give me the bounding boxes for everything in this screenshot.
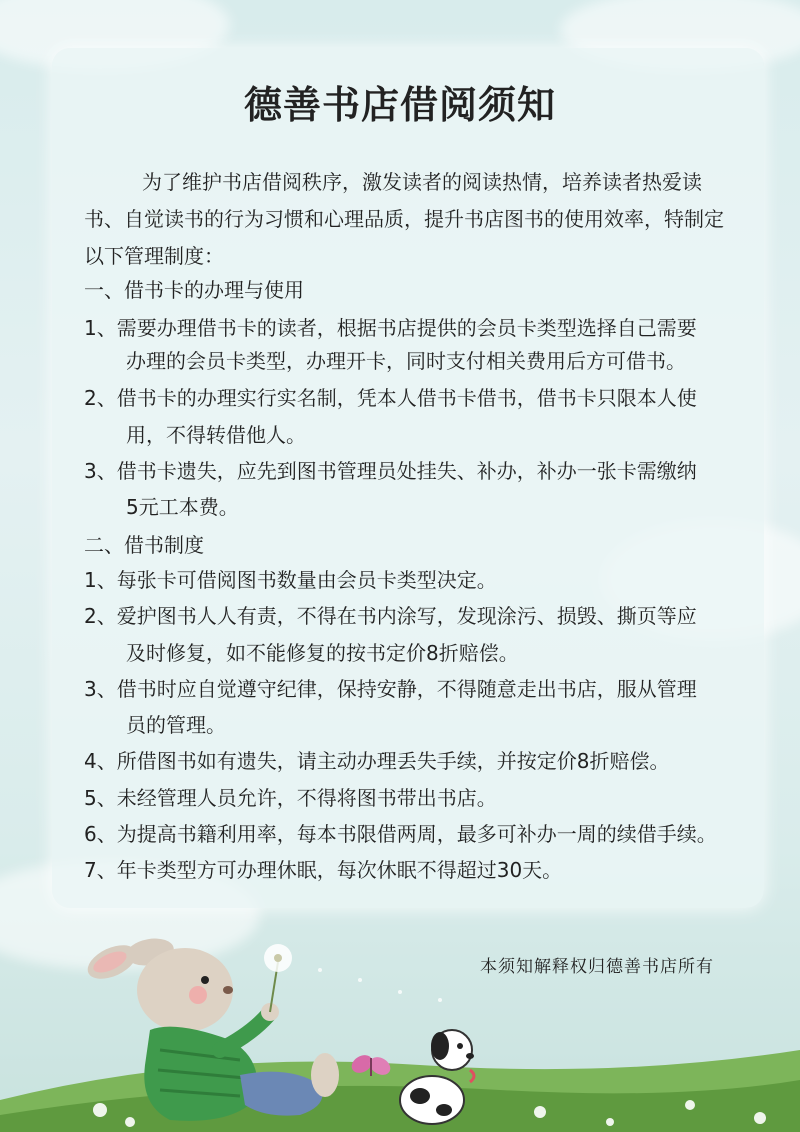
rule-item: 3、借书时应自觉遵守纪律，保持安静，不得随意走出书店，服从管理 xyxy=(84,677,697,701)
rule-item: 6、为提高书籍利用率，每本书限借两周，最多可补办一周的续借手续。 xyxy=(84,822,717,846)
rule-item-continuation: 5元工本费。 xyxy=(126,495,239,519)
dandelion-icon xyxy=(264,944,292,1012)
rule-item: 5、未经管理人员允许，不得将图书带出书店。 xyxy=(84,786,497,810)
rule-item: 2、借书卡的办理实行实名制，凭本人借书卡借书，借书卡只限本人使 xyxy=(84,386,697,410)
page-title: 德善书店借阅须知 xyxy=(243,83,556,127)
rule-item: 1、需要办理借书卡的读者，根据书店提供的会员卡类型选择自己需要 xyxy=(84,316,697,340)
rabbit-illustration xyxy=(0,900,800,1132)
rule-item: 4、所借图书如有遗失，请主动办理丢失手续，并按定价8折赔偿。 xyxy=(84,749,670,773)
section-heading: 二、借书制度 xyxy=(84,533,204,557)
intro-paragraph: 为了维护书店借阅秩序，激发读者的阅读热情，培养读者热爱读书、自觉读书的行为习惯和心理品质，提升书店图书的使用效率，特制定以下管理制度： xyxy=(84,170,724,268)
rule-item-continuation: 办理的会员卡类型，办理开卡，同时支付相关费用后方可借书。 xyxy=(126,349,686,373)
rule-item: 2、爱护图书人人有责，不得在书内涂写，发现涂污、损毁、撕页等应 xyxy=(84,604,697,628)
footer-note: 本须知解释权归德善书店所有 xyxy=(480,957,714,977)
rule-item-continuation: 员的管理。 xyxy=(126,713,226,737)
rule-item: 3、借书卡遗失，应先到图书管理员处挂失、补办，补办一张卡需缴纳 xyxy=(84,459,697,483)
rule-item-continuation: 及时修复，如不能修复的按书定价8折赔偿。 xyxy=(126,641,519,665)
section-heading: 一、借书卡的办理与使用 xyxy=(84,278,304,302)
rule-item: 1、每张卡可借阅图书数量由会员卡类型决定。 xyxy=(84,568,497,592)
seed-icon xyxy=(318,968,442,1002)
rule-item: 7、年卡类型方可办理休眠，每次休眠不得超过30天。 xyxy=(84,858,563,882)
rule-item-continuation: 用，不得转借他人。 xyxy=(126,423,306,447)
